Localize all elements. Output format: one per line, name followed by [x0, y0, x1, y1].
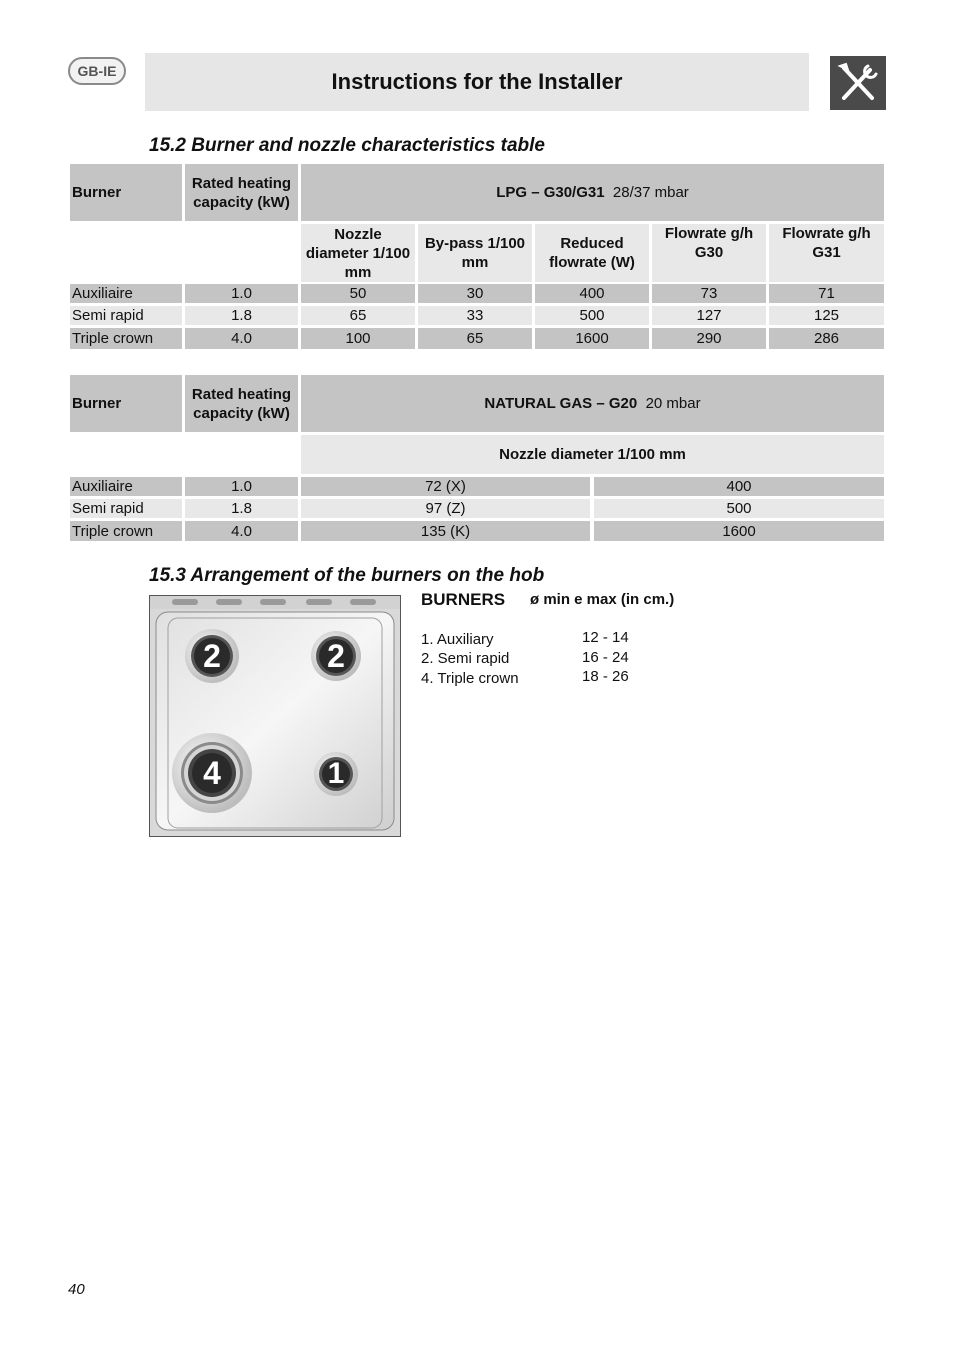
diameter-label: ø min e max (in cm.) [530, 591, 675, 608]
table-cell: 65 [418, 328, 532, 349]
subheader-nozzle-diameter: Nozzle diameter 1/100 mm [301, 224, 415, 282]
table-cell: 33 [418, 306, 532, 325]
tools-icon [830, 56, 886, 110]
header-rated-capacity: Rated heating capacity (kW) [185, 164, 298, 221]
section-title-15-2: 15.2 Burner and nozzle characteristics table [149, 135, 545, 156]
table-cell: 4.0 [185, 521, 298, 541]
burner-number-label: 1 [327, 757, 345, 790]
header-rated-capacity: Rated heating capacity (kW) [185, 375, 298, 432]
table-cell: 72 (X) [301, 477, 590, 496]
subheader-flowrate-g30: Flowrate g/h G30 [652, 224, 766, 282]
burner-number-label: 2 [327, 638, 345, 674]
table-cell: Semi rapid [70, 499, 182, 518]
table-cell: 400 [535, 284, 649, 303]
ng-group-pressure: 20 mbar [645, 395, 701, 412]
burner-number-label: 4 [203, 755, 221, 791]
subheader-bypass: By-pass 1/100 mm [418, 224, 532, 282]
page-title: Instructions for the Installer [331, 69, 623, 94]
burner-list-range: 16 - 24 [582, 649, 629, 666]
header-natural-gas-group [301, 375, 884, 432]
table-cell: 50 [301, 284, 415, 303]
subheader-flowrate-g31: Flowrate g/h G31 [769, 224, 884, 282]
subheader-nozzle-diameter: Nozzle diameter 1/100 mm [301, 435, 884, 474]
table-cell: 400 [594, 477, 884, 496]
ng-group-title: NATURAL GAS – G20 [484, 395, 638, 412]
table-cell: Triple crown [70, 521, 182, 541]
table-cell: 500 [535, 306, 649, 325]
table-cell: 127 [652, 306, 766, 325]
table-cell: 1600 [594, 521, 884, 541]
language-badge: GB-IE [68, 57, 126, 85]
burner-list-item: 2. Semi rapid [421, 650, 510, 667]
header-burner: Burner [70, 164, 182, 221]
subheader-reduced-flowrate: Reduced flowrate (W) [535, 224, 649, 282]
burner-list-item: 4. Triple crown [421, 670, 519, 687]
table-cell: 73 [652, 284, 766, 303]
table-cell: Auxiliaire [70, 284, 182, 303]
page-number: 40 [68, 1281, 85, 1298]
lpg-group-pressure: 28/37 mbar [612, 184, 689, 201]
table-cell: Auxiliaire [70, 477, 182, 496]
table-cell: 125 [769, 306, 884, 325]
hob-diagram [149, 595, 401, 837]
table-cell: 500 [594, 499, 884, 518]
table-cell: 1.0 [185, 477, 298, 496]
table-cell: Triple crown [70, 328, 182, 349]
table-cell: 65 [301, 306, 415, 325]
header-burner: Burner [70, 375, 182, 432]
table-cell: 1.8 [185, 499, 298, 518]
burner-list-item: 1. Auxiliary [421, 631, 494, 648]
lpg-group-title: LPG – G30/G31 [496, 184, 605, 201]
table-cell: 286 [769, 328, 884, 349]
table-cell: Semi rapid [70, 306, 182, 325]
table-cell: 100 [301, 328, 415, 349]
table-cell: 30 [418, 284, 532, 303]
header-lpg-group [301, 164, 884, 221]
table-cell: 71 [769, 284, 884, 303]
table-cell: 135 (K) [301, 521, 590, 541]
section-title-15-3: 15.3 Arrangement of the burners on the hob [149, 565, 545, 586]
table-cell: 1600 [535, 328, 649, 349]
table-cell: 290 [652, 328, 766, 349]
table-cell: 1.8 [185, 306, 298, 325]
table-cell: 97 (Z) [301, 499, 590, 518]
page-header [145, 53, 809, 111]
table-cell: 4.0 [185, 328, 298, 349]
burner-list-range: 12 - 14 [582, 629, 629, 646]
burners-label: BURNERS [421, 590, 506, 609]
burner-list-range: 18 - 26 [582, 668, 629, 685]
burner-number-label: 2 [203, 638, 221, 674]
table-cell: 1.0 [185, 284, 298, 303]
